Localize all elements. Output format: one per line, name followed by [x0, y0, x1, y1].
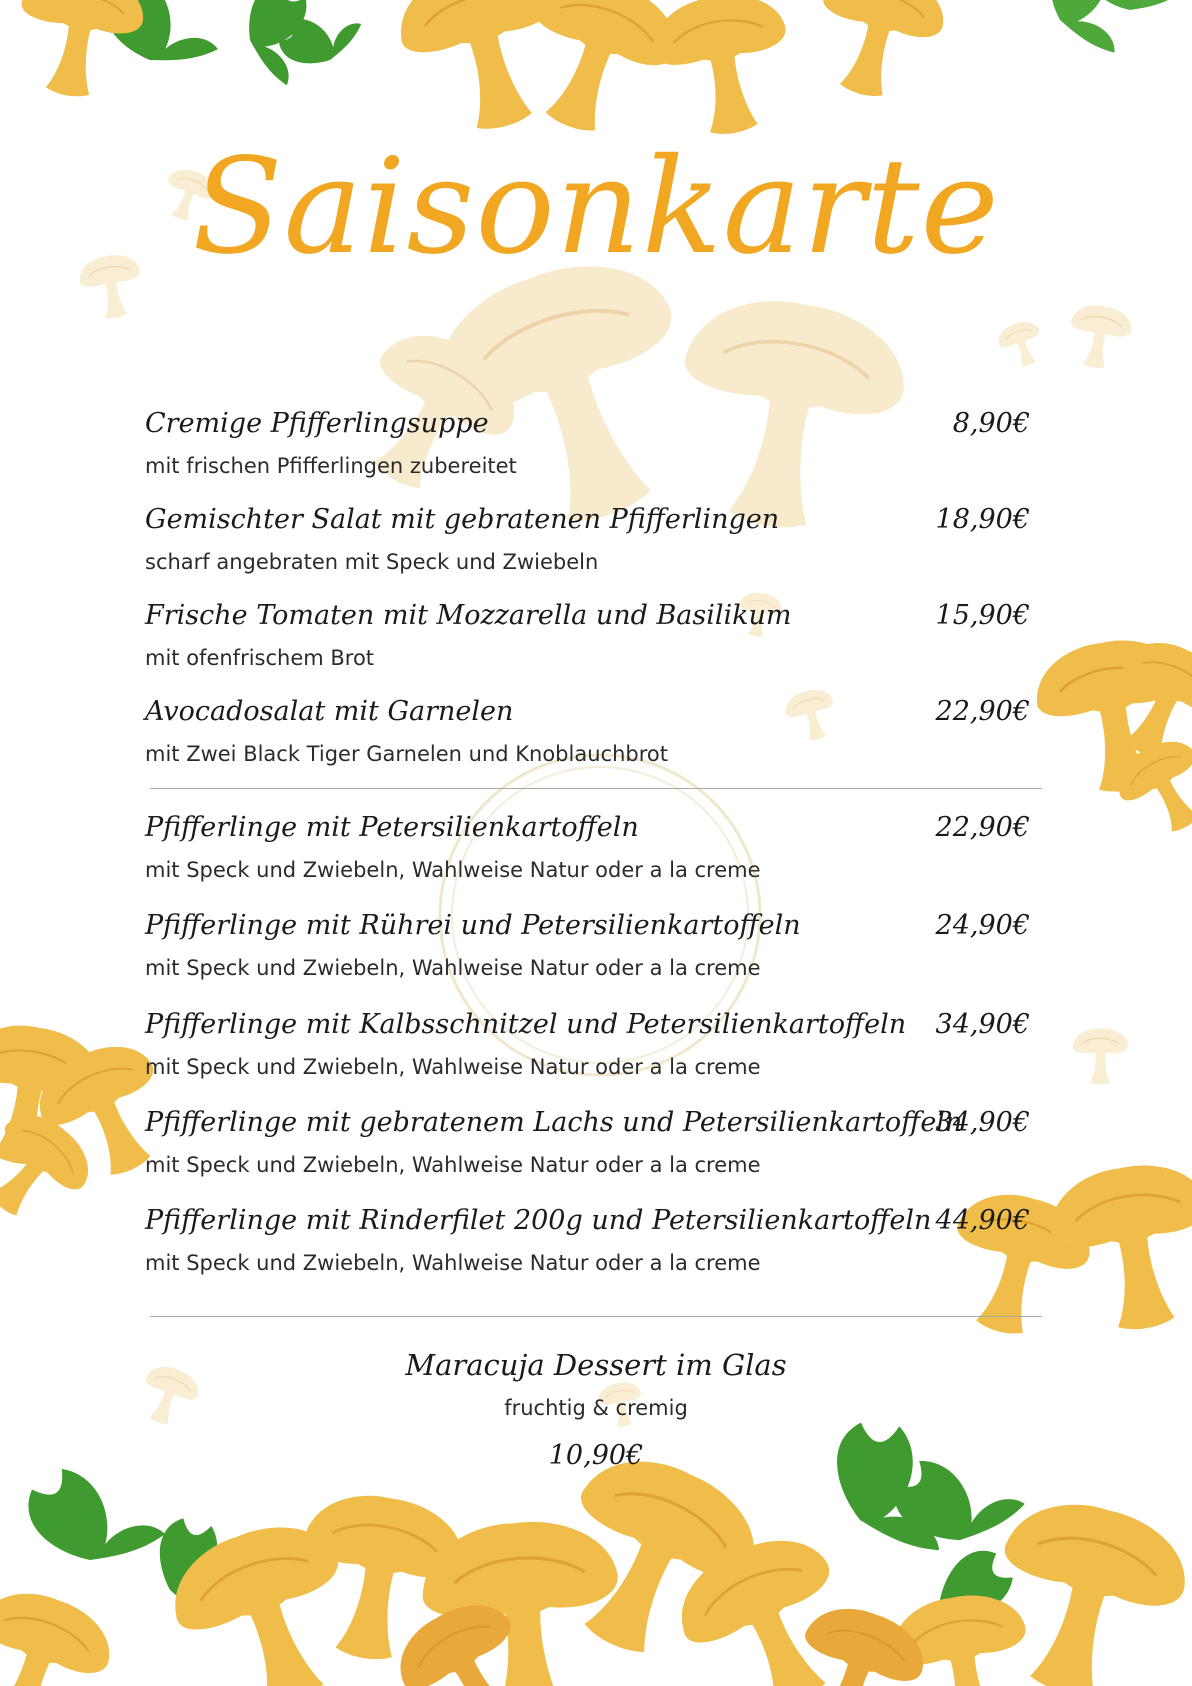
item-price: 24,90€: [935, 910, 1030, 941]
dessert-price: 10,90€: [548, 1440, 644, 1471]
menu-item: [145, 1009, 1030, 1107]
item-description: mit Speck und Zwiebeln, Wahlweise Natur oder a la creme: [145, 1153, 761, 1177]
item-name: Cremige Pfifferlingsuppe: [145, 408, 489, 439]
menu-item: [145, 1205, 1030, 1301]
section-divider: [150, 1316, 1042, 1317]
item-description: mit frischen Pfifferlingen zubereitet: [145, 454, 517, 478]
item-name: Avocadosalat mit Garnelen: [145, 696, 514, 727]
dessert-description: fruchtig & cremig: [504, 1396, 688, 1420]
menu-item: [145, 696, 1030, 792]
item-description: mit Speck und Zwiebeln, Wahlweise Natur oder a la creme: [145, 1055, 761, 1079]
item-price: 18,90€: [935, 504, 1030, 535]
item-name: Pfifferlinge mit gebratenem Lachs und Petersilienkartoffeln: [145, 1107, 963, 1138]
dessert-name: Maracuja Dessert im Glas: [405, 1348, 787, 1382]
item-name: Pfifferlinge mit Rührei und Petersilienkartoffeln: [145, 910, 801, 941]
item-description: mit Speck und Zwiebeln, Wahlweise Natur oder a la creme: [145, 956, 761, 980]
page-title: Saisonkarte: [192, 130, 1000, 284]
item-description: mit Zwei Black Tiger Garnelen und Knoblauchbrot: [145, 742, 668, 766]
item-name: Gemischter Salat mit gebratenen Pfifferlingen: [145, 504, 780, 535]
item-price: 34,90€: [935, 1107, 1030, 1138]
item-description: mit Speck und Zwiebeln, Wahlweise Natur oder a la creme: [145, 1251, 761, 1275]
section-divider: [150, 788, 1042, 789]
item-price: 34,90€: [935, 1009, 1030, 1040]
item-description: mit ofenfrischem Brot: [145, 646, 375, 670]
menu-item: [145, 812, 1030, 910]
item-description: mit Speck und Zwiebeln, Wahlweise Natur oder a la creme: [145, 858, 761, 882]
item-name: Pfifferlinge mit Kalbsschnitzel und Petersilienkartoffeln: [145, 1009, 907, 1040]
menu-item: [145, 408, 1030, 504]
item-price: 15,90€: [935, 600, 1030, 631]
menu-item: [145, 504, 1030, 600]
item-price: 22,90€: [935, 812, 1030, 843]
item-price: 8,90€: [952, 408, 1030, 439]
item-price: 22,90€: [935, 696, 1030, 727]
dessert-section: [0, 1348, 1192, 1471]
item-name: Pfifferlinge mit Rinderfilet 200g und Petersilienkartoffeln: [145, 1205, 932, 1236]
item-price: 44,90€: [935, 1205, 1030, 1236]
menu-item: [145, 1107, 1030, 1205]
item-description: scharf angebraten mit Speck und Zwiebeln: [145, 550, 599, 574]
top-parsley-right: [1032, 0, 1180, 53]
mains-section: [145, 812, 1030, 1301]
menu-item: [145, 600, 1030, 696]
menu-item: [145, 910, 1030, 1009]
starters-section: [145, 408, 1030, 792]
item-name: Frische Tomaten mit Mozzarella und Basilikum: [145, 600, 792, 631]
item-name: Pfifferlinge mit Petersilienkartoffeln: [145, 812, 639, 843]
